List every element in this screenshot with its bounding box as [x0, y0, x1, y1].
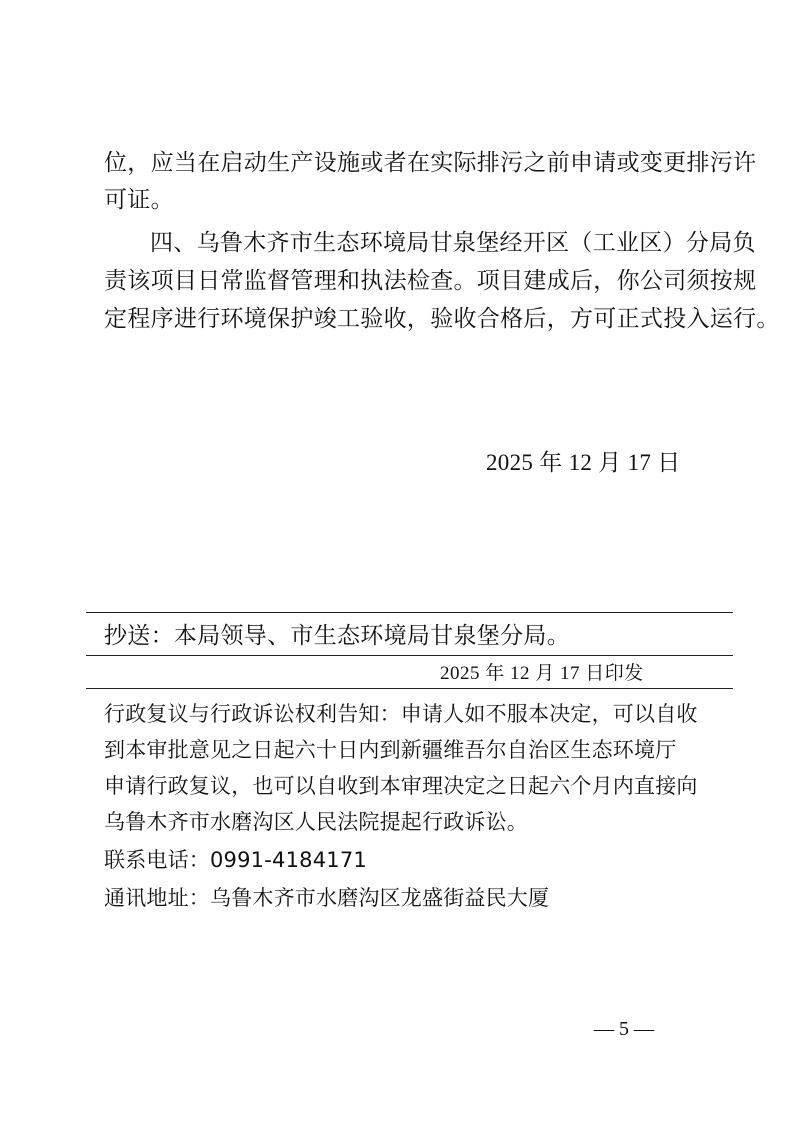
contact-address: 通讯地址：乌鲁木齐市水磨沟区龙盛街益民大厦 [104, 886, 550, 910]
contact-phone: 联系电话：0991-4184171 [104, 848, 367, 872]
page-number: — 5 — [594, 1018, 654, 1040]
cc-middle-rule [86, 655, 733, 656]
body-paragraph-line: 可证。 [104, 187, 174, 213]
cc-bottom-rule [86, 688, 733, 689]
body-paragraph-line: 定程序进行环境保护竣工验收，验收合格后，方可正式投入运行。 [104, 306, 780, 332]
notice-line: 行政复议与行政诉讼权利告知：申请人如不服本决定，可以自收 [104, 702, 698, 726]
print-date: 2025 年 12 月 17 日印发 [440, 663, 644, 684]
notice-line: 申请行政复议，也可以自收到本审理决定之日起六个月内直接向 [104, 774, 698, 798]
signature-date: 2025 年 12 月 17 日 [486, 450, 681, 475]
body-paragraph-line: 责该项目日常监督管理和执法检查。项目建成后，你公司须按规 [104, 268, 757, 294]
body-paragraph-line: 四、乌鲁木齐市生态环境局甘泉堡经开区（工业区）分局负 [150, 230, 756, 256]
cc-top-rule [86, 612, 733, 613]
body-paragraph-line: 位，应当在启动生产设施或者在实际排污之前申请或变更排污许 [104, 150, 757, 176]
notice-line: 到本审批意见之日起六十日内到新疆维吾尔自治区生态环境厅 [104, 738, 677, 762]
notice-line: 乌鲁木齐市水磨沟区人民法院提起行政诉讼。 [104, 810, 528, 834]
cc-recipients: 抄送：本局领导、市生态环境局甘泉堡分局。 [104, 623, 570, 649]
